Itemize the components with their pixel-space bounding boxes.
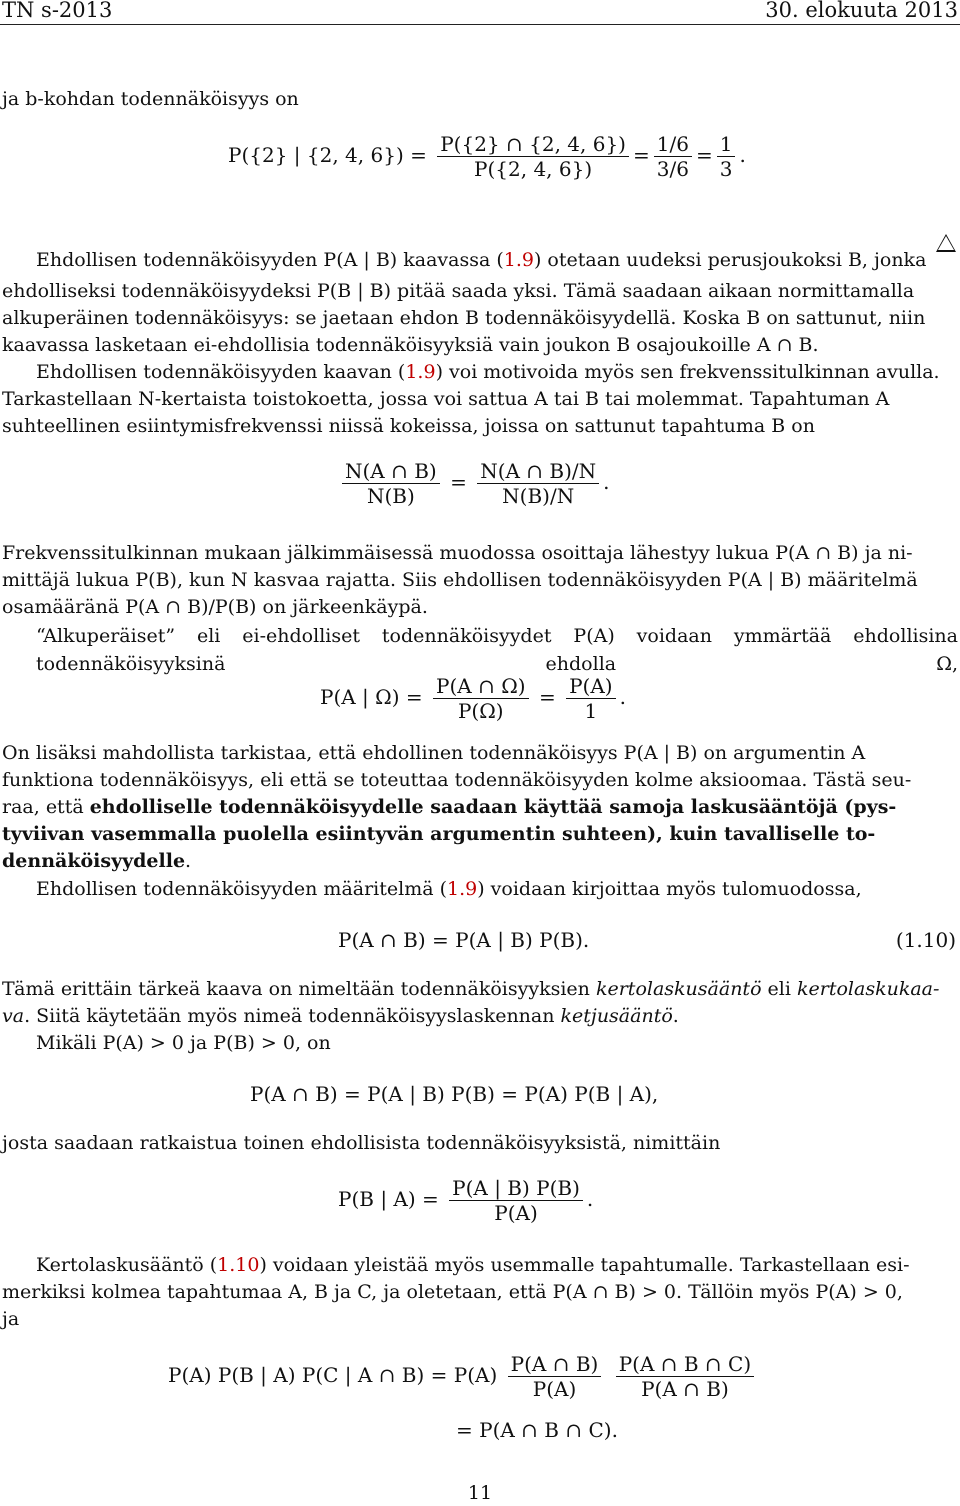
page-number: 11	[467, 1482, 493, 1504]
intro-text: ja b-kohdan todennäköisyys on	[2, 88, 299, 110]
paragraph-line: josta saadaan ratkaistua toinen ehdollisista todennäköisyyksistä, nimittäin	[2, 1132, 721, 1154]
bold-emphasis: ehdolliselle todennäköisyydelle saadaan käyttää samoja laskusääntöjä (pys-	[89, 796, 897, 818]
equation-ref-link[interactable]: 1.9	[503, 249, 534, 271]
equation-7: P(A) P(B | A) P(C | A ∩ B) = P(A) $\frac{P(A \cap B)}{P(A)}$ $\frac{P(A \cap B \cap C)}{P(A \cap B)}$	[168, 1352, 758, 1401]
paragraph-line: merkiksi kolmea tapahtumaa A, B ja C, ja oletetaan, että P(A ∩ B) > 0. Tällöin myös P(A) > 0,	[2, 1281, 903, 1303]
equation-1: P({2} | {2, 4, 6}) = $\frac{P(\{2\} \cap \{2, 4, 6\})}{P(\{2, 4, 6\})}$ = $\frac{1/6}{3/6}$ = $\frac{1}{3}$ .	[228, 132, 746, 181]
paragraph-line: kaavassa lasketaan ei-ehdollisia todennäköisyyksiä vain joukon B osajoukoille A ∩ B.	[2, 334, 819, 356]
paragraph-line: funktiona todennäköisyys, eli että se toteuttaa todennäköisyyden kolme aksioomaa. Tästä seu-	[2, 769, 912, 791]
paragraph-text: “Alkuperäiset” eli ei-ehdolliset todennäköisyydet P(A) voidaan ymmärtää ehdollisina todennäköisyyksinä ehdolla Ω,	[36, 625, 958, 675]
paragraph-line: alkuperäinen todennäköisyys: se jaetaan ehdon B todennäköisyydellä. Koska B on sattunut, niin	[2, 307, 926, 329]
bold-emphasis: tyviivan vasemmalla puolella esiintyvän argumentin suhteen), kuin tavalliselle to-	[2, 823, 876, 845]
bold-emphasis: dennäköisyydelle	[2, 850, 186, 872]
paragraph-line: Tämä erittäin tärkeä kaava on nimeltään todennäköisyyksien kertolaskusääntö eli kertolaskukaa-	[2, 978, 940, 1000]
paragraph-line: Mikäli P(A) > 0 ja P(B) > 0, on	[36, 1032, 331, 1054]
paragraph-line: ja	[2, 1308, 20, 1330]
paragraph-line: ehdolliseksi todennäköisyydeksi P(B | B) pitää saada yksi. Tämä saadaan aikaan normittamalla	[2, 280, 915, 302]
header-date: 30. elokuuta 2013	[765, 0, 958, 22]
paragraph-line: mittäjä lukua P(B), kun N kasvaa rajatta. Siis ehdollisen todennäköisyyden P(A | B) määritelmä	[2, 569, 918, 591]
paragraph-line: suhteellinen esiintymisfrekvenssi niissä kokeissa, joissa on sattunut tapahtuma B on	[2, 415, 815, 437]
equation-number: (1.10)	[895, 928, 956, 952]
equation-2: $\frac{N(A \cap B)}{N(B)}$ = $\frac{N(A \cap B)/N}{N(B)/N}$ .	[338, 459, 610, 508]
equation-ref-link[interactable]: 1.9	[447, 878, 478, 900]
paragraph-line: va. Siitä käytetään myös nimeä todennäköisyyslaskennan ketjusääntö.	[2, 1005, 679, 1027]
paragraph-line: Frekvenssitulkinnan mukaan jälkimmäisessä muodossa osoittaja lähestyy lukua P(A ∩ B) ja ni-	[2, 542, 913, 564]
running-header	[0, 0, 960, 22]
equation-5: P(A ∩ B) = P(A | B) P(B) = P(A) P(B | A),	[250, 1082, 659, 1106]
equation-7-line-2: = P(A ∩ B ∩ C).	[456, 1418, 618, 1442]
paragraph-line: Ehdollisen todennäköisyyden P(A | B) kaavassa (1.9) otetaan uudeksi perusjoukoksi B, jonka	[36, 249, 927, 271]
paragraph-line: On lisäksi mahdollista tarkistaa, että ehdollinen todennäköisyys P(A | B) on argumentin A	[2, 742, 866, 764]
equation-6: P(B | A) = $\frac{P(A | B) P(B)}{P(A)}$ .	[338, 1176, 594, 1225]
header-rule	[0, 24, 960, 25]
paragraph-line: Ehdollisen todennäköisyyden määritelmä (1.9) voidaan kirjoittaa myös tulomuodossa,	[36, 878, 862, 900]
paragraph-line: Tarkastellaan N-kertaista toistokoetta, jossa voi sattua A tai B tai molemmat. Tapahtuman A	[2, 388, 890, 410]
paragraph-line: raa, että ehdolliselle todennäköisyydelle saadaan käyttää samoja laskusääntöjä (pys-	[2, 796, 897, 818]
equation-1-10: P(A ∩ B) = P(A | B) P(B).	[338, 928, 590, 952]
equation-ref-link[interactable]: 1.10	[217, 1254, 260, 1276]
paragraph-line: Ehdollisen todennäköisyyden kaavan (1.9) voi motivoida myös sen frekvenssitulkinnan avulla.	[36, 361, 940, 383]
paragraph-line: osamääränä P(A ∩ B)/P(B) on järkeenkäypä.	[2, 596, 428, 618]
header-course: TN s-2013	[2, 0, 113, 22]
paragraph-line: Kertolaskusääntö (1.10) voidaan yleistää myös usemmalle tapahtumalle. Tarkastellaan esi-	[36, 1254, 910, 1276]
equation-ref-link[interactable]: 1.9	[405, 361, 436, 383]
paragraph-line: dennäköisyydelle.	[2, 850, 192, 872]
equation-3: P(A | Ω) = $\frac{P(A \cap \Omega)}{P(\Omega)}$ = $\frac{P(A)}{1}$ .	[320, 674, 626, 723]
